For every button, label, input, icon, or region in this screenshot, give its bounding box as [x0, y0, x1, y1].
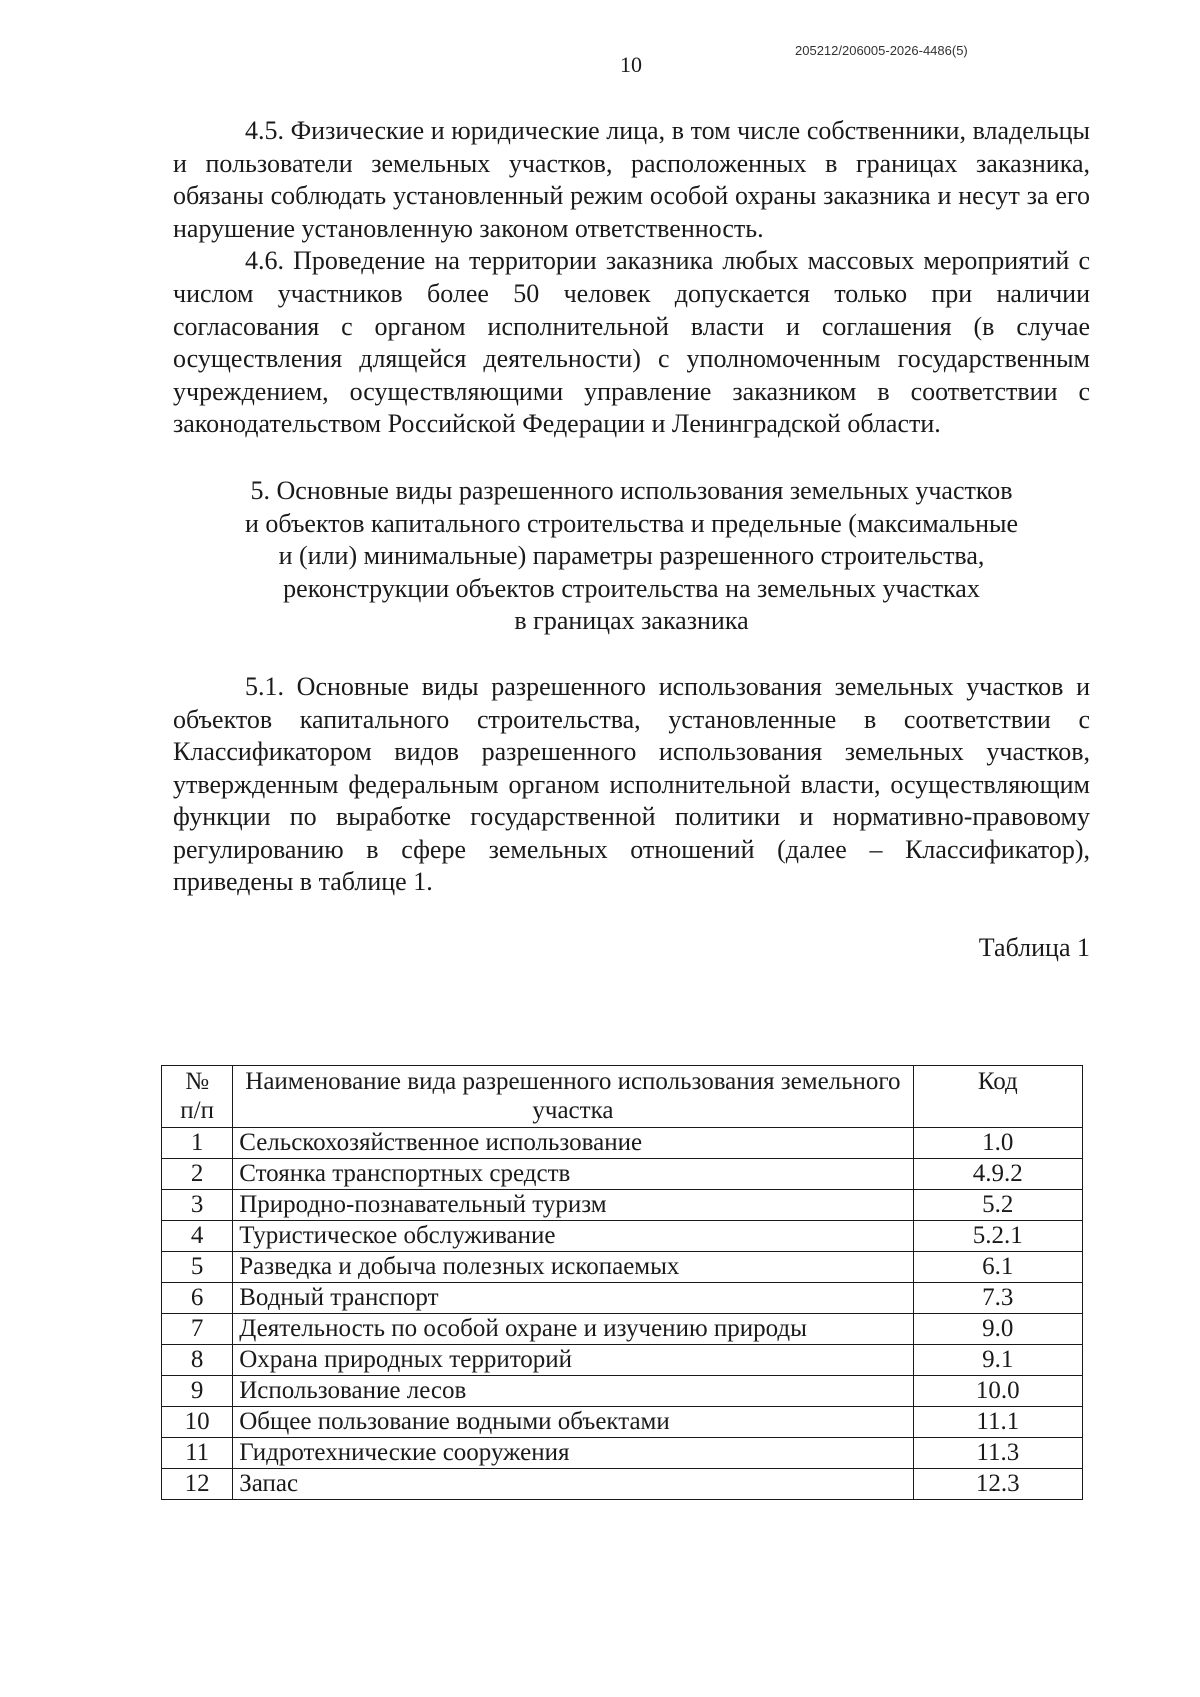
- header-number-line2: п/п: [180, 1097, 214, 1124]
- row-name: Разведка и добыча полезных ископаемых: [233, 1252, 913, 1283]
- row-number: 11: [162, 1438, 233, 1469]
- row-number: 8: [162, 1345, 233, 1376]
- row-number: 12: [162, 1469, 233, 1500]
- row-code: 9.0: [913, 1314, 1082, 1345]
- section-5-heading-line: реконструкции объектов строительства на земельных участках: [283, 573, 980, 603]
- header-code: Код: [913, 1066, 1082, 1128]
- row-name: Запас: [233, 1469, 913, 1500]
- row-number: 7: [162, 1314, 233, 1345]
- table-row: [162, 1159, 1083, 1190]
- row-number: 6: [162, 1283, 233, 1314]
- section-5-heading: [173, 475, 1090, 638]
- land-use-table: [161, 1065, 1083, 1500]
- row-number: 10: [162, 1407, 233, 1438]
- row-name: Использование лесов: [233, 1376, 913, 1407]
- row-code: 11.1: [913, 1407, 1082, 1438]
- row-number: 4: [162, 1221, 233, 1252]
- section-5-heading-line: и объектов капитального строительства и предельные (максимальные: [244, 508, 1019, 538]
- row-name: Стоянка транспортных средств: [233, 1159, 913, 1190]
- table-row: [162, 1314, 1083, 1345]
- row-code: 12.3: [913, 1469, 1082, 1500]
- table-row: [162, 1221, 1083, 1252]
- row-code: 4.9.2: [913, 1159, 1082, 1190]
- row-code: 5.2.1: [913, 1221, 1082, 1252]
- paragraph-5-1: 5.1. Основные виды разрешенного использования земельных участков и объектов капитального строительства, установленные в соответствии с Классификатором видов разрешенного использования земельных участков, утвержденным федеральным органом исполнительной власти, осуществляющим функции по выработке государственной политики и нормативно-правовому регулированию в сфере земельных отношений (далее – Классификатор), приведены в таблице 1.: [173, 671, 1090, 897]
- section-5-heading-line: и (или) минимальные) параметры разрешенного строительства,: [278, 541, 985, 571]
- header-name: Наименование вида разрешенного использования земельного участка: [233, 1066, 913, 1128]
- document-body: [173, 115, 1090, 964]
- row-code: 1.0: [913, 1128, 1082, 1159]
- paragraph-4-6: 4.6. Проведение на территории заказника любых массовых мероприятий с числом участников более 50 человек допускается только при наличии согласования с органом исполнительной власти и соглашения (в случае осуществления длящейся деятельности) с уполномоченным государственным учреждением, осуществляющими управление заказником в соответствии с законодательством Российской Федерации и Ленинградской области.: [173, 246, 1090, 439]
- header-number: [162, 1066, 233, 1128]
- row-number: 2: [162, 1159, 233, 1190]
- table-caption: Таблица 1: [978, 933, 1090, 963]
- row-code: 7.3: [913, 1283, 1082, 1314]
- header-number-line1: №: [185, 1068, 210, 1095]
- row-name: Природно-познавательный туризм: [233, 1190, 913, 1221]
- row-number: 9: [162, 1376, 233, 1407]
- page-number: 10: [620, 52, 642, 77]
- table-row: [162, 1407, 1083, 1438]
- table-row: [162, 1252, 1083, 1283]
- paragraph-4-5: 4.5. Физические и юридические лица, в том числе собственники, владельцы и пользователи земельных участков, расположенных в границах заказника, обязаны соблюдать установленный режим особой охраны заказника и несут за его нарушение установленную законом ответственность.: [173, 116, 1090, 243]
- table-row: [162, 1345, 1083, 1376]
- row-code: 11.3: [913, 1438, 1082, 1469]
- row-name: Водный транспорт: [233, 1283, 913, 1314]
- row-name: Общее пользование водными объектами: [233, 1407, 913, 1438]
- section-5-heading-line: в границах заказника: [514, 606, 749, 636]
- table-row: [162, 1438, 1083, 1469]
- row-name: Гидротехнические сооружения: [233, 1438, 913, 1469]
- row-code: 9.1: [913, 1345, 1082, 1376]
- row-number: 3: [162, 1190, 233, 1221]
- table-row: [162, 1283, 1083, 1314]
- row-name: Сельскохозяйственное использование: [233, 1128, 913, 1159]
- row-number: 1: [162, 1128, 233, 1159]
- table-row: [162, 1190, 1083, 1221]
- row-code: 5.2: [913, 1190, 1082, 1221]
- row-name: Туристическое обслуживание: [233, 1221, 913, 1252]
- document-code: 205212/206005-2026-4486(5): [795, 43, 968, 58]
- table-header-row: [162, 1066, 1083, 1128]
- table-row: [162, 1469, 1083, 1500]
- row-name: Деятельность по особой охране и изучению природы: [233, 1314, 913, 1345]
- row-code: 10.0: [913, 1376, 1082, 1407]
- row-name: Охрана природных территорий: [233, 1345, 913, 1376]
- section-5-heading-line: 5. Основные виды разрешенного использования земельных участков: [250, 475, 1013, 505]
- table-row: [162, 1128, 1083, 1159]
- row-code: 6.1: [913, 1252, 1082, 1283]
- row-number: 5: [162, 1252, 233, 1283]
- table-row: [162, 1376, 1083, 1407]
